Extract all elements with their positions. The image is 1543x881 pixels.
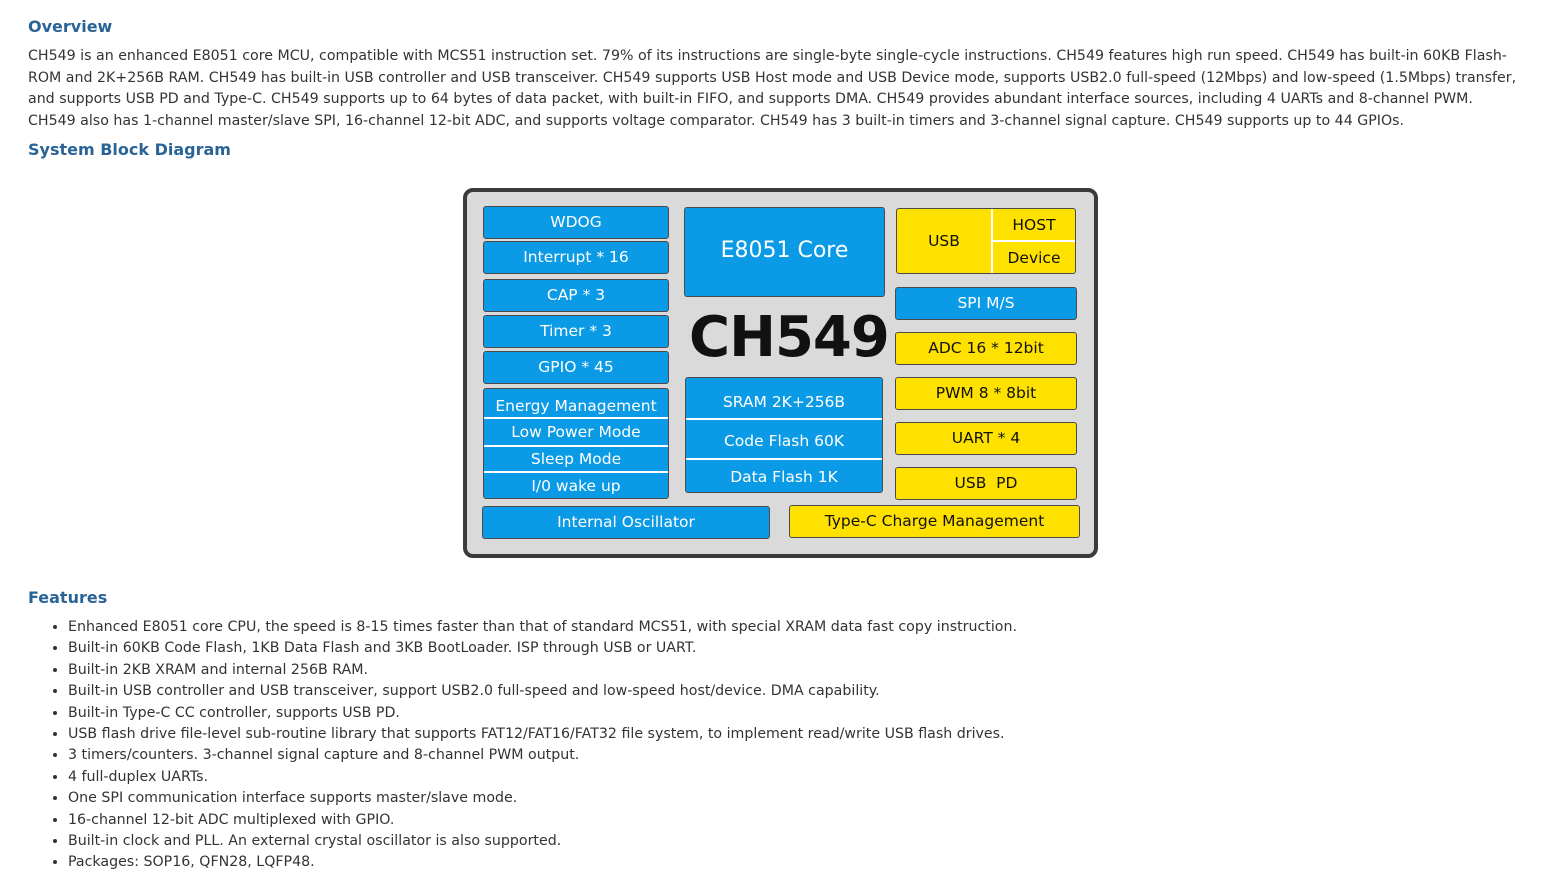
usb-host: HOST: [1012, 215, 1056, 234]
features-heading: Features: [28, 588, 108, 607]
features-list: [48, 617, 1017, 874]
chip-name: CH549: [689, 305, 889, 370]
list-item: • Enhanced E8051 core CPU, the speed is 8-15 times faster than that of standard MCS51, with special XRAM data fast copy instruction.: [68, 617, 1017, 638]
overview-heading: Overview: [28, 17, 113, 36]
block-diagram-heading: System Block Diagram: [28, 140, 231, 159]
block-sleep-mode: Sleep Mode: [530, 450, 622, 468]
list-item: • Packages: SOP16, QFN28, LQFP48.: [68, 852, 1017, 873]
list-item: • 16-channel 12-bit ADC multiplexed with GPIO.: [68, 810, 1017, 831]
list-item: • Built-in Type-C CC controller, supports USB PD.: [68, 703, 1017, 724]
block-diagram: [463, 188, 1098, 558]
block-e8051-core: [684, 207, 885, 297]
list-item: • 4 full-duplex UARTs.: [68, 767, 1017, 788]
block-code-flash: Code Flash 60K: [723, 432, 845, 450]
block-low-power-mode: Low Power Mode: [511, 423, 641, 441]
block-timer: Timer * 3: [483, 315, 669, 348]
block-power-management: [483, 388, 669, 499]
block-interrupt: Interrupt * 16: [483, 241, 669, 274]
block-io-wakeup: I/0 wake up: [531, 476, 621, 495]
block-gpio: GPIO * 45: [483, 351, 669, 384]
block-spi: SPI M/S: [895, 287, 1077, 320]
list-item: • Built-in 2KB XRAM and internal 256B RAM.: [68, 660, 1017, 681]
usb-device: Device: [1007, 248, 1061, 267]
block-pwm: PWM 8 * 8bit: [895, 377, 1077, 410]
usb-label: USB: [928, 232, 960, 250]
block-usb-pd: USB PD: [895, 467, 1077, 500]
list-item: • One SPI communication interface supports master/slave mode.: [68, 788, 1017, 809]
block-cap: CAP * 3: [483, 279, 669, 312]
block-typec-charge: Type-C Charge Management: [789, 505, 1080, 538]
block-internal-oscillator: Internal Oscillator: [482, 506, 770, 539]
block-data-flash: Data Flash 1K: [730, 468, 838, 486]
block-adc: ADC 16 * 12bit: [895, 332, 1077, 365]
core-label: E8051 Core: [720, 238, 849, 263]
list-item: • USB flash drive file-level sub-routine library that supports FAT12/FAT16/FAT32 file system, to implement read/write USB flash drives.: [68, 724, 1017, 745]
block-sram: SRAM 2K+256B: [722, 393, 846, 411]
block-energy-management: Energy Management: [495, 397, 657, 415]
list-item: • Built-in clock and PLL. An external crystal oscillator is also supported.: [68, 831, 1017, 852]
list-item: • Built-in 60KB Code Flash, 1KB Data Flash and 3KB BootLoader. ISP through USB or UART.: [68, 638, 1017, 659]
block-uart: UART * 4: [895, 422, 1077, 455]
block-wdog: WDOG: [483, 206, 669, 239]
overview-text: CH549 is an enhanced E8051 core MCU, compatible with MCS51 instruction set. 79% of its instructions are single-byte single-cycle instructions. CH549 features high run speed. CH549 has built-in 60KB Flash-ROM and 2K+256B RAM. CH549 has built-in USB controller and USB transceiver. CH549 supports USB Host mode and USB Device mode, supports USB2.0 full-speed (12Mbps) and low-speed (1.5Mbps) transfer, and supports USB PD and Type-C. CH549 supports up to 64 bytes of data packet, with built-in FIFO, and supports DMA. CH549 provides abundant interface sources, including 4 UARTs and 8-channel PWM. CH549 also has 1-channel master/slave SPI, 16-channel 12-bit ADC, and supports voltage comparator. CH549 has 3 built-in timers and 3-channel signal capture. CH549 supports up to 44 GPIOs.: [28, 48, 1517, 129]
block-memory: [685, 377, 883, 493]
list-item: • Built-in USB controller and USB transceiver, support USB2.0 full-speed and low-speed host/device. DMA capability.: [68, 681, 1017, 702]
list-item: • 3 timers/counters. 3-channel signal capture and 8-channel PWM output.: [68, 745, 1017, 766]
block-usb: [896, 208, 1076, 274]
